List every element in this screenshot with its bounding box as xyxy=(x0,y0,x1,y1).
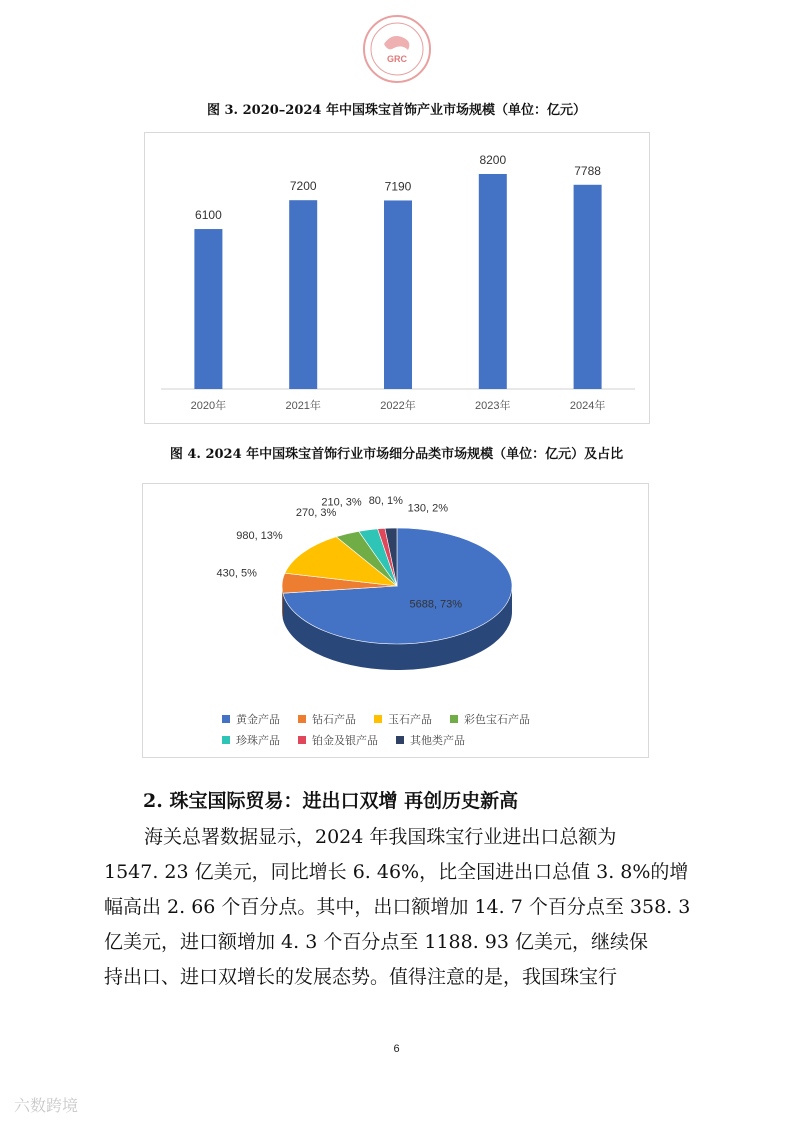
bar-chart-container xyxy=(144,132,650,424)
x-tick-label: 2024年 xyxy=(569,400,606,412)
legend-label: 其他类产品 xyxy=(410,734,465,747)
legend-item xyxy=(374,711,432,727)
x-tick-label: 2023年 xyxy=(475,400,511,412)
legend-label: 黄金产品 xyxy=(236,713,280,726)
legend-label: 珍珠产品 xyxy=(236,734,280,747)
legend-item xyxy=(450,711,530,727)
bar-value-label: 6100 xyxy=(195,208,222,223)
legend-swatch xyxy=(374,715,382,723)
legend-item xyxy=(396,732,465,748)
bar xyxy=(384,200,412,389)
bar-chart xyxy=(145,133,649,423)
legend-row xyxy=(222,711,602,727)
svg-text:GRC: GRC xyxy=(387,54,407,64)
legend-swatch xyxy=(396,736,404,744)
paragraph-line: 海关总署数据显示，2024 年我国珠宝行业进出口总额为 xyxy=(144,826,617,848)
legend-swatch xyxy=(298,736,306,744)
body-paragraph xyxy=(104,820,691,995)
bar xyxy=(194,229,222,389)
bar-value-label: 7190 xyxy=(384,179,412,194)
pie-data-label: 5688, 73% xyxy=(409,598,463,611)
bar-value-label: 7200 xyxy=(289,179,317,194)
legend-row xyxy=(222,732,602,748)
grc-logo xyxy=(362,14,432,84)
paragraph-line: 持出口、进口双增长的发展态势。值得注意的是，我国珠宝行 xyxy=(104,966,618,988)
pie-legend xyxy=(222,711,602,753)
paragraph-line: 幅高出 2. 66 个百分点。其中，出口额增加 14. 7 个百分点至 358. 3 xyxy=(104,896,691,918)
paragraph-line: 亿美元，进口额增加 4. 3 个百分点至 1188. 93 亿美元，继续保 xyxy=(104,931,649,953)
bar xyxy=(574,185,602,389)
pie-data-label: 980, 13% xyxy=(236,529,283,542)
x-tick-label: 2022年 xyxy=(380,400,416,412)
pie-data-label: 270, 3% xyxy=(295,507,337,520)
page-number: 6 xyxy=(393,1043,400,1055)
bar xyxy=(479,174,507,389)
legend-label: 彩色宝石产品 xyxy=(464,713,530,726)
legend-item xyxy=(222,732,280,748)
legend-label: 钻石产品 xyxy=(312,713,356,726)
bar-value-label: 8200 xyxy=(479,152,507,167)
pie-data-label: 80, 1% xyxy=(368,494,403,507)
watermark: 六数跨境 xyxy=(14,1096,79,1115)
legend-item xyxy=(298,732,378,748)
legend-label: 玉石产品 xyxy=(388,713,432,726)
legend-item xyxy=(298,711,356,727)
figure4-caption: 图 4. 2024 年中国珠宝首饰行业市场细分品类市场规模（单位：亿元）及占比 xyxy=(169,447,624,462)
legend-swatch xyxy=(222,715,230,723)
legend-swatch xyxy=(298,715,306,723)
figure3-caption: 图 3. 2020–2024 年中国珠宝首饰产业市场规模（单位：亿元） xyxy=(206,103,586,118)
x-tick-label: 2020年 xyxy=(190,400,227,412)
section-heading: 2. 珠宝国际贸易：进出口双增 再创历史新高 xyxy=(143,790,519,812)
pie-data-label: 430, 5% xyxy=(216,567,257,580)
legend-swatch xyxy=(450,715,458,723)
bar-value-label: 7788 xyxy=(574,163,601,178)
paragraph-line: 1547. 23 亿美元，同比增长 6. 46%，比全国进出口总值 3. 8%的增 xyxy=(104,861,689,883)
legend-swatch xyxy=(222,736,230,744)
legend-label: 铂金及银产品 xyxy=(312,734,378,747)
pie-data-label: 210, 3% xyxy=(321,496,362,509)
bar xyxy=(289,200,317,389)
pie-data-label: 130, 2% xyxy=(407,502,449,515)
legend-item xyxy=(222,711,280,727)
x-tick-label: 2021年 xyxy=(285,400,321,412)
